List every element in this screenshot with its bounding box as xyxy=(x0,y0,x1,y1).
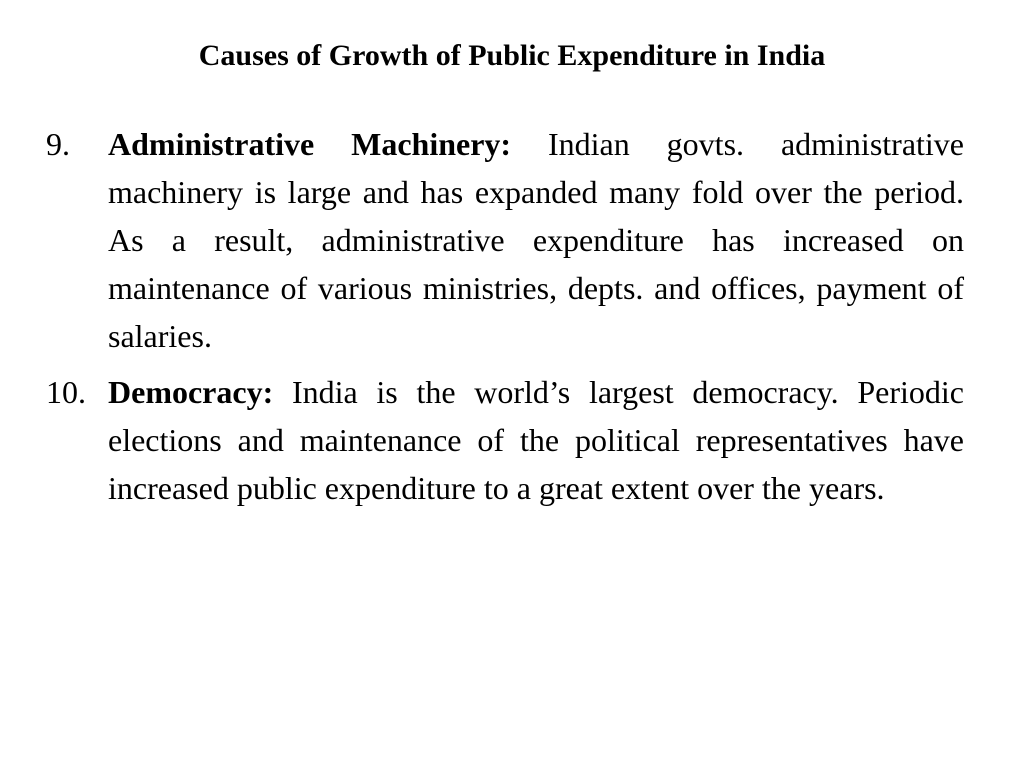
point-heading: Administrative Machinery: xyxy=(108,126,512,162)
point-text: Indian govts. administrative machinery is large and has expanded many fold over the period. As a result, administrative expenditure has increased on maintenance of various ministries, depts. and offices, payment of salaries. xyxy=(108,126,964,354)
slide-title: Causes of Growth of Public Expenditure in India xyxy=(198,39,826,72)
point-text: India is the world’s largest democracy. Periodic elections and maintenance of the political representatives have increased public expenditure to a great extent over the years. xyxy=(108,374,965,506)
point-number: 9. xyxy=(46,126,70,162)
point-list xyxy=(46,120,964,520)
list-item-democracy xyxy=(46,368,964,512)
point-heading: Democracy: xyxy=(108,374,274,410)
list-item-administrative-machinery xyxy=(46,120,964,360)
point-body xyxy=(108,120,964,360)
point-body xyxy=(108,368,964,512)
point-number: 10. xyxy=(46,374,86,410)
